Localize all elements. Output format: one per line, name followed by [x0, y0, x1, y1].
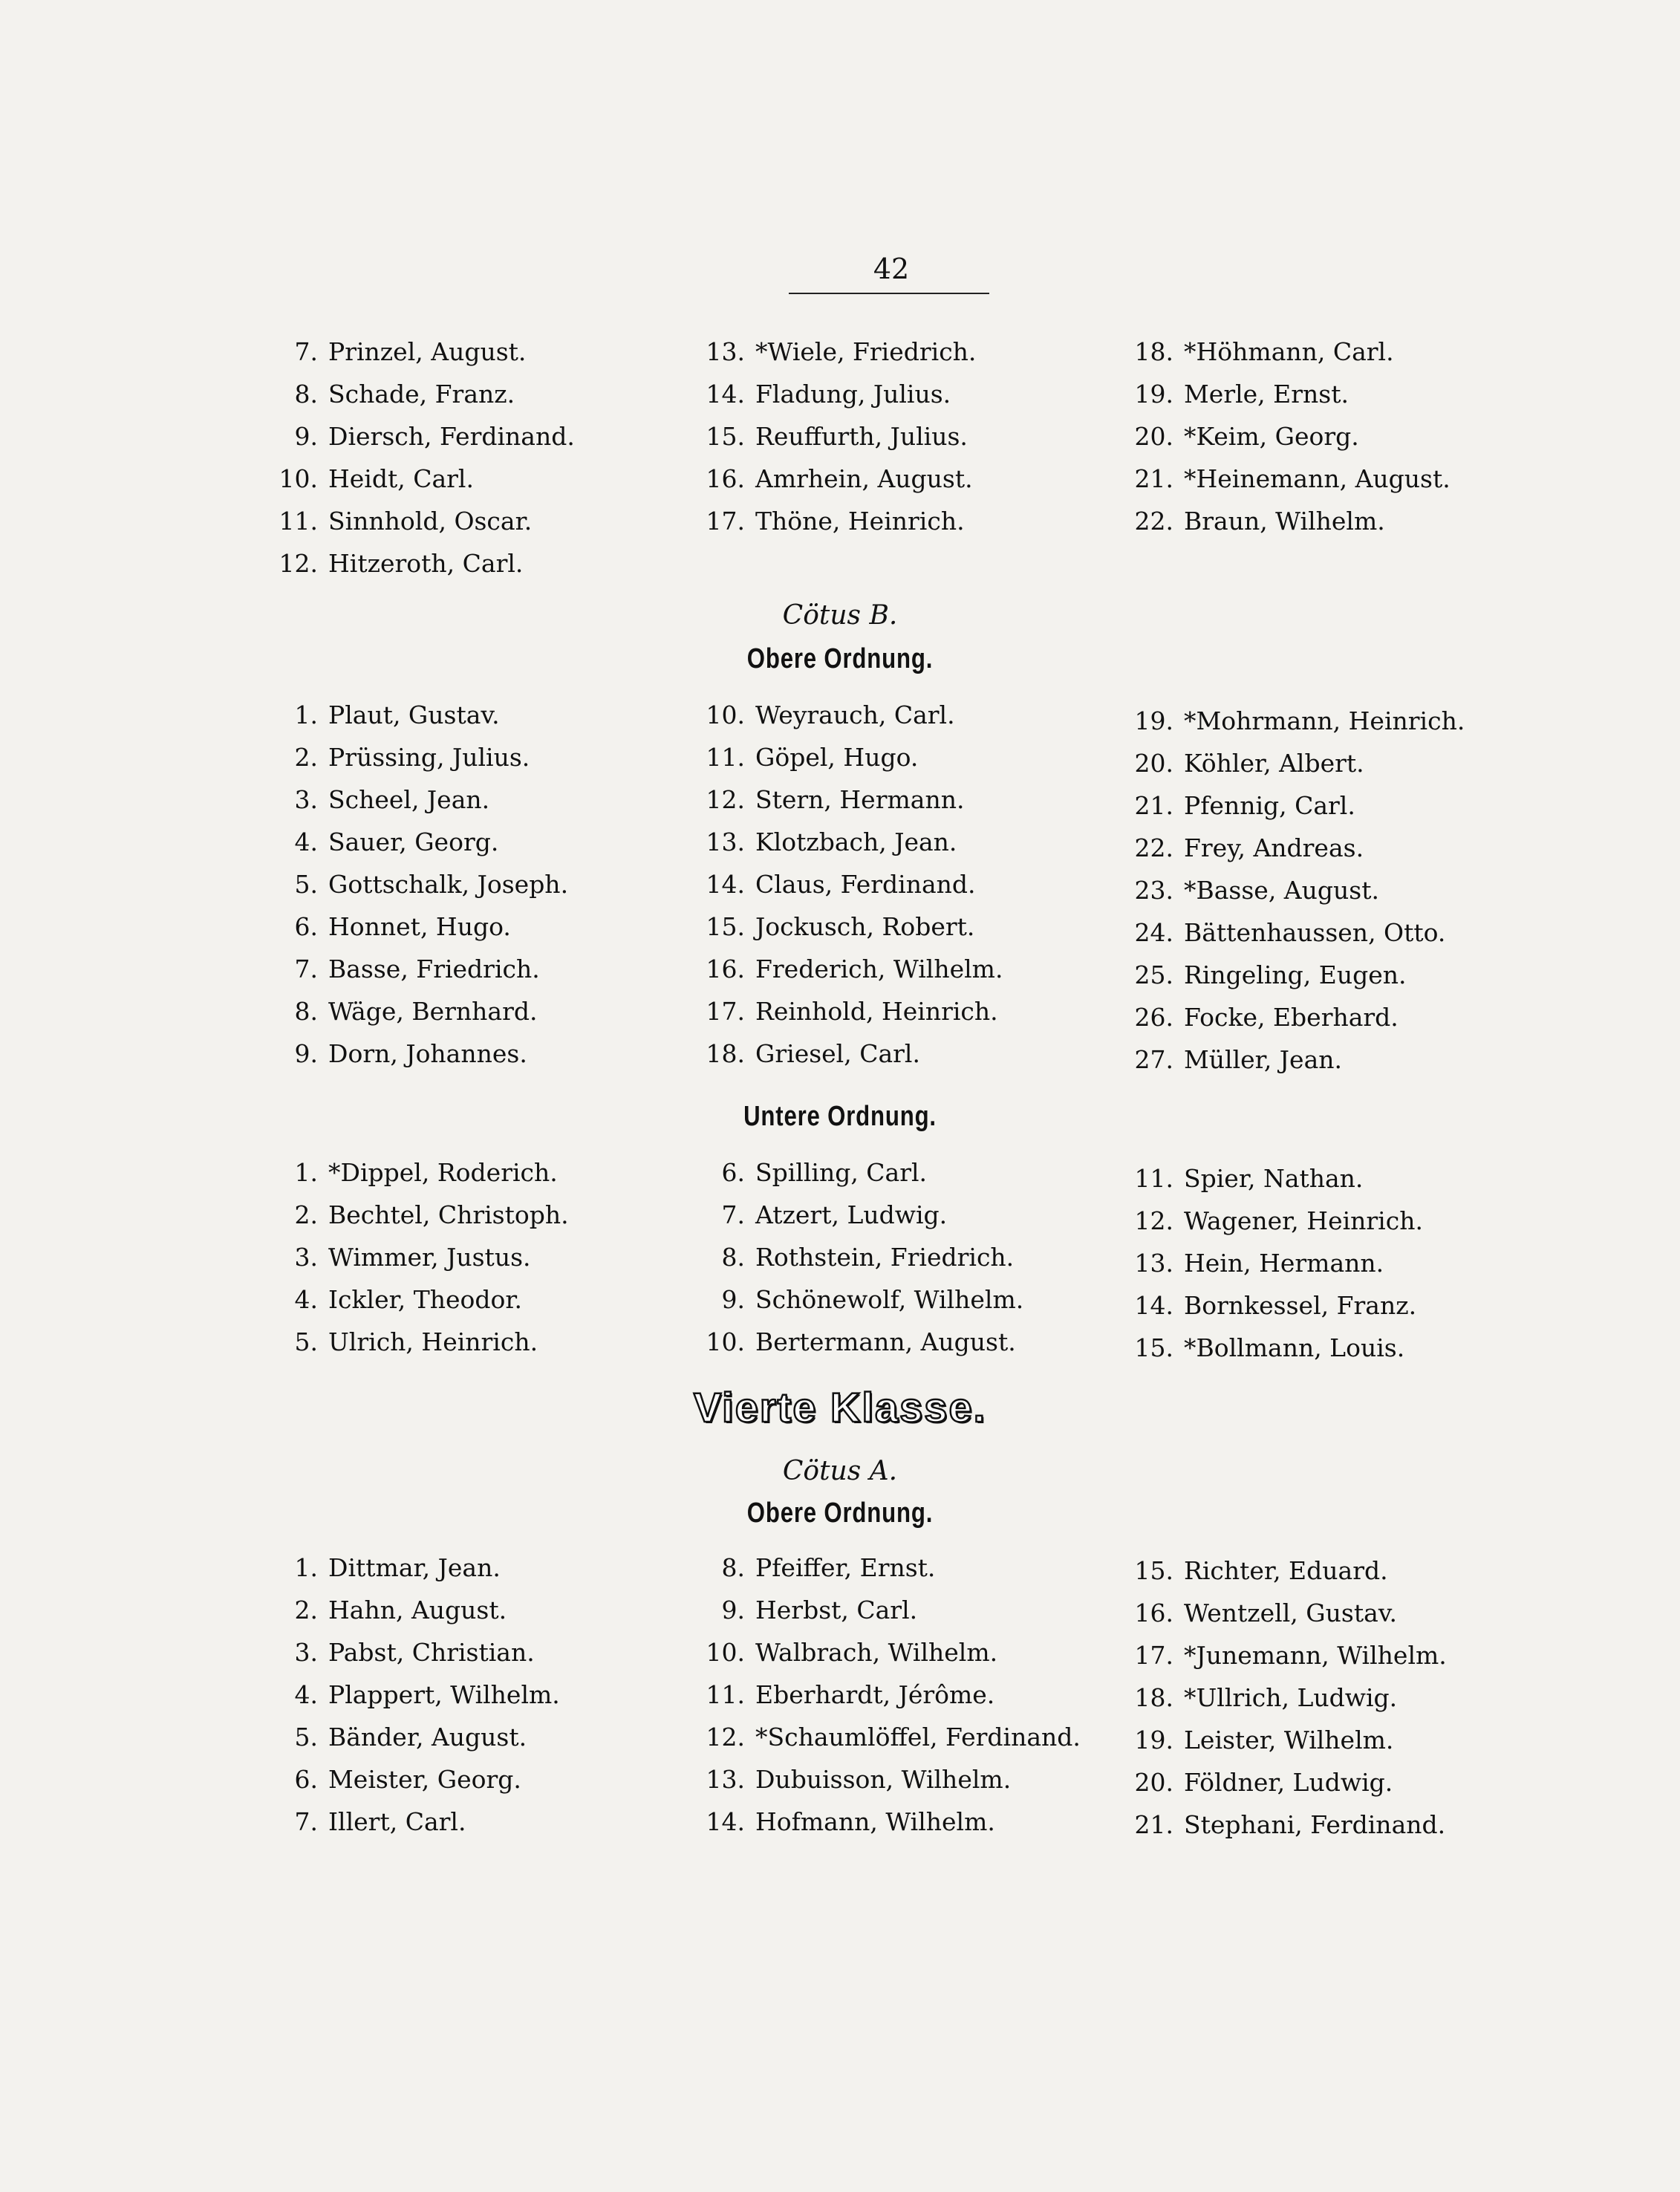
entry-name: Stephani, Ferdinand.: [1184, 1810, 1446, 1839]
entry-number: 20.: [1134, 422, 1173, 451]
list-item: [1123, 1242, 1539, 1284]
list-item: [1123, 996, 1539, 1038]
list-item: [267, 1716, 683, 1758]
list-item: [267, 821, 683, 863]
list-item: [694, 694, 1125, 736]
list-column: [694, 1547, 1125, 1843]
entry-name: Plaut, Gustav.: [328, 700, 500, 729]
entry-name: *Heinemann, August.: [1184, 464, 1451, 493]
list-item: [267, 542, 683, 585]
list-item: [1123, 1804, 1539, 1846]
entry-name: Wagener, Heinrich.: [1184, 1206, 1423, 1235]
entry-number: 27.: [1134, 1045, 1173, 1074]
entry-number: 15.: [706, 912, 745, 941]
entry-name: Richter, Eduard.: [1184, 1556, 1388, 1585]
list-item: [1123, 827, 1539, 869]
entry-number: 15.: [1134, 1556, 1173, 1585]
entry-number: 3.: [294, 785, 318, 814]
list-item: [267, 905, 683, 948]
list-item: [267, 1194, 683, 1236]
entry-number: 14.: [1134, 1291, 1173, 1320]
entry-name: *Junemann, Wilhelm.: [1184, 1641, 1447, 1670]
entry-number: 19.: [1134, 1726, 1173, 1754]
entry-name: Pfennig, Carl.: [1184, 791, 1355, 820]
entry-number: 20.: [1134, 1768, 1173, 1797]
entry-number: 25.: [1134, 960, 1173, 989]
entry-name: *Keim, Georg.: [1184, 422, 1359, 451]
list-item: [267, 1321, 683, 1363]
coetus-b-untere-heading: Untere Ordnung.: [743, 1101, 937, 1132]
list-item: [694, 1631, 1125, 1674]
entry-number: 18.: [706, 1039, 745, 1068]
entry-number: 6.: [721, 1158, 745, 1187]
entry-number: 7.: [721, 1200, 745, 1229]
entry-number: 10.: [706, 700, 745, 729]
entry-number: 9.: [721, 1596, 745, 1625]
list-item: [267, 1674, 683, 1716]
entry-number: 16.: [1134, 1599, 1173, 1627]
list-item: [1123, 1327, 1539, 1369]
list-item: [267, 331, 683, 373]
entry-name: Scheel, Jean.: [328, 785, 490, 814]
list-item: [267, 1758, 683, 1801]
entry-name: Dubuisson, Wilhelm.: [755, 1765, 1012, 1794]
vierte-klasse-heading: Vierte Klasse.: [693, 1384, 987, 1431]
entry-name: Leister, Wilhelm.: [1184, 1726, 1394, 1754]
entry-name: Ulrich, Heinrich.: [328, 1327, 538, 1356]
entry-name: *Mohrmann, Heinrich.: [1184, 706, 1465, 735]
list-item: [267, 863, 683, 905]
list-item: [1123, 1676, 1539, 1719]
list-item: [267, 1236, 683, 1278]
entry-name: Focke, Eberhard.: [1184, 1003, 1399, 1032]
entry-number: 1.: [294, 1553, 318, 1582]
entry-number: 2.: [294, 743, 318, 772]
entry-number: 5.: [294, 1327, 318, 1356]
list-item: [694, 458, 1125, 500]
list-item: [1123, 500, 1539, 542]
list-item: [694, 1321, 1125, 1363]
entry-number: 2.: [294, 1200, 318, 1229]
entry-number: 11.: [1134, 1164, 1173, 1193]
entry-name: Schönewolf, Wilhelm.: [755, 1285, 1024, 1314]
list-item: [267, 990, 683, 1032]
entry-number: 16.: [706, 464, 745, 493]
list-item: [267, 500, 683, 542]
list-item: [267, 458, 683, 500]
entry-number: 11.: [706, 743, 745, 772]
list-item: [694, 1194, 1125, 1236]
list-item: [1123, 1634, 1539, 1676]
list-column: [267, 1151, 683, 1363]
list-item: [1123, 331, 1539, 373]
entry-name: Merle, Ernst.: [1184, 380, 1349, 409]
entry-number: 1.: [294, 1158, 318, 1187]
entry-number: 15.: [1134, 1333, 1173, 1362]
entry-name: *Ullrich, Ludwig.: [1184, 1683, 1398, 1712]
entry-name: Bertermann, August.: [755, 1327, 1016, 1356]
entry-number: 15.: [706, 422, 745, 451]
entry-name: Prinzel, August.: [328, 337, 527, 366]
entry-number: 13.: [706, 1765, 745, 1794]
entry-name: *Dippel, Roderich.: [328, 1158, 558, 1187]
list-item: [267, 373, 683, 415]
entry-name: *Basse, August.: [1184, 876, 1379, 905]
list-item: [694, 1236, 1125, 1278]
entry-number: 12.: [706, 1723, 745, 1752]
list-item: [1123, 954, 1539, 996]
entry-name: Plappert, Wilhelm.: [328, 1680, 560, 1709]
entry-name: Jockusch, Robert.: [755, 912, 975, 941]
list-item: [267, 1801, 683, 1843]
list-item: [694, 1674, 1125, 1716]
entry-name: Diersch, Ferdinand.: [328, 422, 575, 451]
entry-number: 10.: [706, 1327, 745, 1356]
entry-number: 4.: [294, 1680, 318, 1709]
entry-number: 14.: [706, 1807, 745, 1836]
header-rule: [789, 293, 989, 294]
list-item: [1123, 784, 1539, 827]
entry-number: 18.: [1134, 1683, 1173, 1712]
entry-name: Frederich, Wilhelm.: [755, 954, 1003, 983]
entry-name: Heidt, Carl.: [328, 464, 474, 493]
entry-name: Eberhardt, Jérôme.: [755, 1680, 995, 1709]
entry-name: Thöne, Heinrich.: [755, 507, 965, 536]
entry-name: Basse, Friedrich.: [328, 954, 540, 983]
entry-name: Wentzell, Gustav.: [1184, 1599, 1397, 1627]
entry-number: 17.: [1134, 1641, 1173, 1670]
entry-name: Reinhold, Heinrich.: [755, 997, 998, 1026]
entry-number: 14.: [706, 870, 745, 899]
entry-number: 5.: [294, 870, 318, 899]
list-item: [694, 736, 1125, 778]
list-column: [267, 1547, 683, 1843]
entry-number: 8.: [294, 997, 318, 1026]
entry-name: Hahn, August.: [328, 1596, 507, 1625]
entry-name: Sauer, Georg.: [328, 827, 499, 856]
entry-name: Illert, Carl.: [328, 1807, 466, 1836]
list-item: [694, 331, 1125, 373]
entry-name: Földner, Ludwig.: [1184, 1768, 1393, 1797]
entry-number: 12.: [1134, 1206, 1173, 1235]
coetus-b-heading: Cötus B.: [782, 600, 898, 631]
list-item: [267, 1151, 683, 1194]
entry-name: Hitzeroth, Carl.: [328, 549, 524, 578]
entry-name: *Höhmann, Carl.: [1184, 337, 1394, 366]
entry-name: Bättenhaussen, Otto.: [1184, 918, 1446, 947]
entry-number: 10.: [279, 464, 318, 493]
list-item: [1123, 373, 1539, 415]
list-item: [1123, 1761, 1539, 1804]
list-item: [694, 1801, 1125, 1843]
list-column: [694, 1151, 1125, 1363]
entry-number: 22.: [1134, 507, 1173, 536]
entry-number: 24.: [1134, 918, 1173, 947]
entry-name: Sinnhold, Oscar.: [328, 507, 533, 536]
list-column: [267, 694, 683, 1075]
entry-number: 7.: [294, 1807, 318, 1836]
list-item: [267, 415, 683, 458]
entry-number: 8.: [721, 1243, 745, 1272]
entry-name: Ickler, Theodor.: [328, 1285, 523, 1314]
entry-number: 9.: [294, 422, 318, 451]
list-item: [694, 1589, 1125, 1631]
entry-name: Walbrach, Wilhelm.: [755, 1638, 998, 1667]
entry-name: Pabst, Christian.: [328, 1638, 535, 1667]
entry-number: 13.: [706, 827, 745, 856]
entry-number: 5.: [294, 1723, 318, 1752]
entry-name: Bechtel, Christoph.: [328, 1200, 569, 1229]
list-item: [267, 1032, 683, 1075]
entry-name: Köhler, Albert.: [1184, 749, 1364, 778]
entry-number: 23.: [1134, 876, 1173, 905]
entry-name: Müller, Jean.: [1184, 1045, 1342, 1074]
entry-number: 7.: [294, 954, 318, 983]
entry-name: Pfeiffer, Ernst.: [755, 1553, 936, 1582]
list-item: [1123, 1157, 1539, 1200]
list-item: [694, 1547, 1125, 1589]
list-item: [267, 736, 683, 778]
entry-number: 16.: [706, 954, 745, 983]
entry-name: Dorn, Johannes.: [328, 1039, 527, 1068]
entry-number: 9.: [294, 1039, 318, 1068]
entry-number: 6.: [294, 912, 318, 941]
list-column: [267, 331, 683, 585]
entry-name: Amrhein, August.: [755, 464, 973, 493]
entry-name: Spilling, Carl.: [755, 1158, 928, 1187]
entry-number: 26.: [1134, 1003, 1173, 1032]
list-item: [1123, 911, 1539, 954]
entry-name: Atzert, Ludwig.: [755, 1200, 948, 1229]
entry-name: Spier, Nathan.: [1184, 1164, 1364, 1193]
entry-number: 18.: [1134, 337, 1173, 366]
list-item: [267, 948, 683, 990]
entry-name: Rothstein, Friedrich.: [755, 1243, 1015, 1272]
entry-name: Hofmann, Wilhelm.: [755, 1807, 995, 1836]
entry-name: Bornkessel, Franz.: [1184, 1291, 1417, 1320]
list-item: [694, 990, 1125, 1032]
entry-number: 7.: [294, 337, 318, 366]
list-item: [267, 1547, 683, 1589]
coetus-b-obere-heading: Obere Ordnung.: [746, 643, 934, 674]
entry-number: 14.: [706, 380, 745, 409]
entry-number: 13.: [1134, 1249, 1173, 1278]
entry-name: Griesel, Carl.: [755, 1039, 920, 1068]
entry-name: *Wiele, Friedrich.: [755, 337, 977, 366]
entry-number: 19.: [1134, 706, 1173, 735]
entry-number: 19.: [1134, 380, 1173, 409]
entry-number: 11.: [706, 1680, 745, 1709]
list-item: [267, 694, 683, 736]
entry-number: 21.: [1134, 1810, 1173, 1839]
list-item: [694, 500, 1125, 542]
entry-number: 9.: [721, 1285, 745, 1314]
entry-name: Bänder, August.: [328, 1723, 527, 1752]
entry-name: Gottschalk, Joseph.: [328, 870, 569, 899]
entry-number: 8.: [294, 380, 318, 409]
entry-name: Honnet, Hugo.: [328, 912, 511, 941]
coetus-a-heading: Cötus A.: [782, 1456, 898, 1486]
list-item: [694, 778, 1125, 821]
list-item: [694, 863, 1125, 905]
entry-number: 17.: [706, 507, 745, 536]
entry-name: Dittmar, Jean.: [328, 1553, 501, 1582]
entry-number: 3.: [294, 1638, 318, 1667]
entry-number: 2.: [294, 1596, 318, 1625]
entry-number: 12.: [279, 549, 318, 578]
list-item: [694, 821, 1125, 863]
entry-name: Fladung, Julius.: [755, 380, 951, 409]
entry-number: 3.: [294, 1243, 318, 1272]
entry-name: Prüssing, Julius.: [328, 743, 530, 772]
list-item: [1123, 869, 1539, 911]
entry-name: Wimmer, Justus.: [328, 1243, 531, 1272]
list-item: [694, 1278, 1125, 1321]
list-item: [1123, 742, 1539, 784]
entry-number: 4.: [294, 1285, 318, 1314]
entry-number: 17.: [706, 997, 745, 1026]
entry-number: 20.: [1134, 749, 1173, 778]
list-column: [1123, 1157, 1539, 1369]
list-item: [694, 1151, 1125, 1194]
entry-number: 11.: [279, 507, 318, 536]
entry-name: Wäge, Bernhard.: [328, 997, 538, 1026]
list-item: [694, 948, 1125, 990]
list-item: [694, 373, 1125, 415]
list-item: [267, 778, 683, 821]
entry-name: Herbst, Carl.: [755, 1596, 918, 1625]
entry-number: 22.: [1134, 833, 1173, 862]
entry-name: Reuffurth, Julius.: [755, 422, 968, 451]
entry-name: Ringeling, Eugen.: [1184, 960, 1407, 989]
entry-name: Schade, Franz.: [328, 380, 515, 409]
entry-name: *Bollmann, Louis.: [1184, 1333, 1405, 1362]
entry-number: 21.: [1134, 464, 1173, 493]
entry-name: *Schaumlöffel, Ferdinand.: [755, 1723, 1081, 1752]
list-item: [694, 1716, 1125, 1758]
list-column: [1123, 1549, 1539, 1846]
list-column: [694, 331, 1125, 542]
entry-number: 1.: [294, 700, 318, 729]
entry-number: 13.: [706, 337, 745, 366]
list-item: [1123, 1549, 1539, 1592]
list-column: [1123, 700, 1539, 1081]
list-item: [1123, 1592, 1539, 1634]
list-column: [1123, 331, 1539, 542]
list-item: [1123, 1038, 1539, 1081]
entry-number: 10.: [706, 1638, 745, 1667]
entry-name: Göpel, Hugo.: [755, 743, 919, 772]
entry-number: 12.: [706, 785, 745, 814]
entry-number: 21.: [1134, 791, 1173, 820]
entry-number: 4.: [294, 827, 318, 856]
list-column: [694, 694, 1125, 1075]
list-item: [267, 1278, 683, 1321]
page-number: 42: [873, 253, 910, 285]
list-item: [267, 1631, 683, 1674]
list-item: [1123, 1719, 1539, 1761]
list-item: [1123, 1200, 1539, 1242]
entry-name: Hein, Hermann.: [1184, 1249, 1384, 1278]
entry-name: Claus, Ferdinand.: [755, 870, 976, 899]
coetus-a-obere-heading: Obere Ordnung.: [746, 1497, 934, 1529]
entry-name: Stern, Hermann.: [755, 785, 965, 814]
list-item: [267, 1589, 683, 1631]
entry-name: Braun, Wilhelm.: [1184, 507, 1385, 536]
list-item: [694, 1758, 1125, 1801]
list-item: [694, 1032, 1125, 1075]
entry-name: Klotzbach, Jean.: [755, 827, 957, 856]
list-item: [1123, 700, 1539, 742]
list-item: [1123, 415, 1539, 458]
entry-name: Frey, Andreas.: [1184, 833, 1364, 862]
list-item: [1123, 458, 1539, 500]
list-item: [694, 905, 1125, 948]
entry-number: 6.: [294, 1765, 318, 1794]
entry-name: Weyrauch, Carl.: [755, 700, 955, 729]
list-item: [694, 415, 1125, 458]
list-item: [1123, 1284, 1539, 1327]
entry-number: 8.: [721, 1553, 745, 1582]
entry-name: Meister, Georg.: [328, 1765, 521, 1794]
